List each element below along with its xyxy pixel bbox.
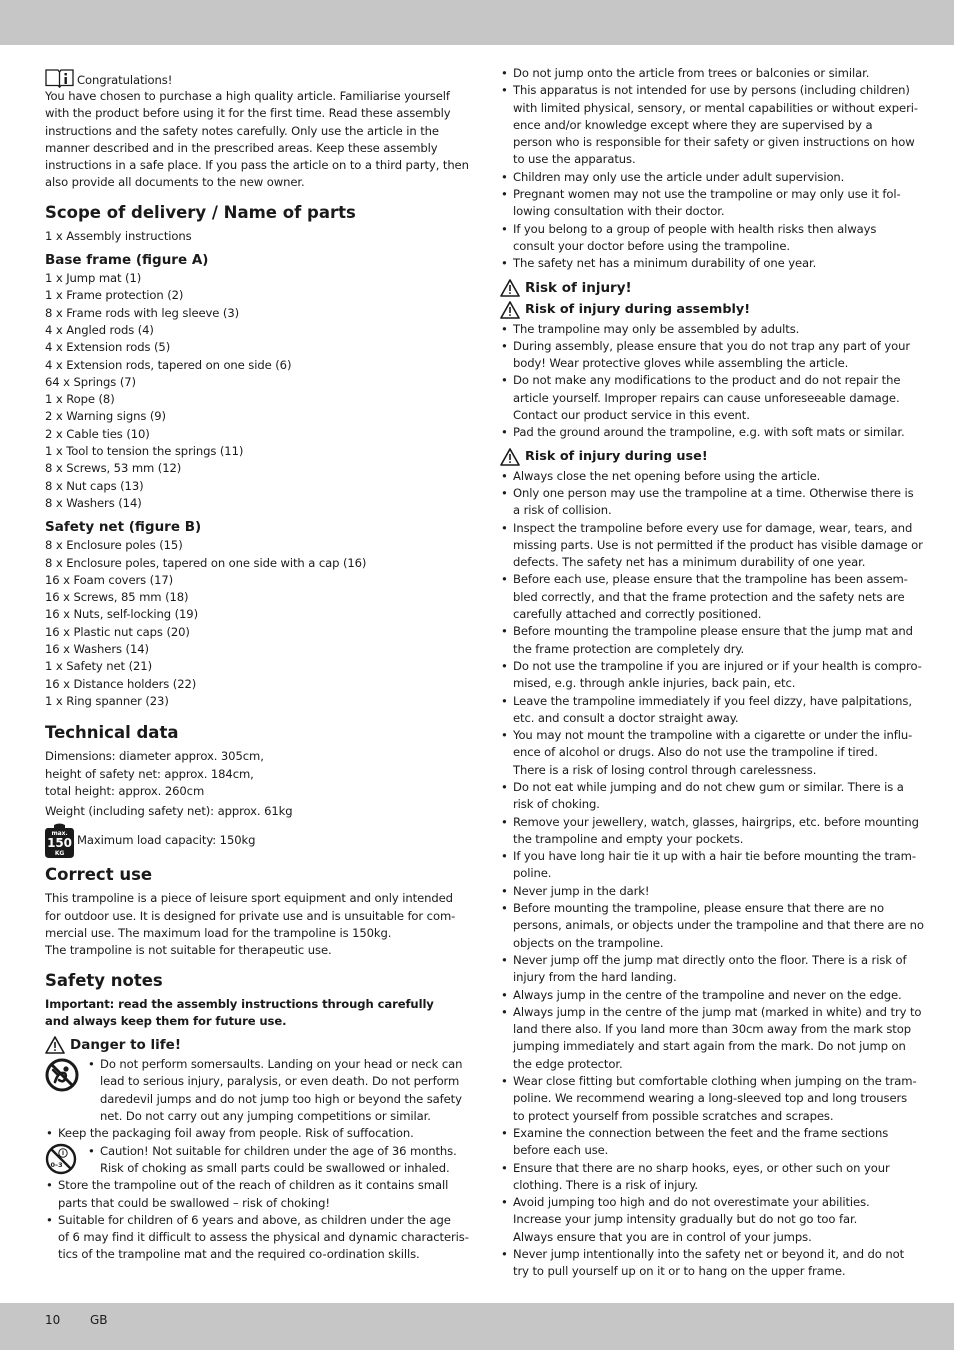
bullet-line: • This apparatus is not intended for use by persons (including children)	[513, 83, 910, 98]
part-item: 16 x Foam covers (17)	[45, 572, 174, 587]
safety-net-list	[45, 537, 457, 710]
no-somersault-icon	[45, 1058, 79, 1092]
bullet-line: etc. and consult a doctor straight away.	[513, 710, 739, 725]
part-item: 8 x Enclosure poles, tapered on one side with a cap (16)	[45, 555, 367, 570]
intro-line: instructions and the safety notes carefully. Only use the article in the	[45, 123, 439, 138]
bullet-line: Increase your jump intensity gradually but do not go too far.	[513, 1212, 858, 1227]
bullet-line: before each use.	[513, 1143, 609, 1158]
part-item: 8 x Enclosure poles (15)	[45, 538, 183, 553]
left-column	[45, 68, 469, 1264]
weight-150kg-icon	[45, 822, 74, 858]
bullet-line: the frame protection are completely dry.	[513, 641, 745, 656]
part-item: 64 x Springs (7)	[45, 374, 136, 389]
bullet-line: • Always close the net opening before using the article.	[513, 468, 821, 483]
somersault-line: daredevil jumps and do not jump too high or beyond the safety	[100, 1091, 462, 1106]
bullet-line: to use the apparatus.	[513, 152, 636, 167]
foil-warning	[45, 1125, 457, 1142]
somersault-line: lead to serious injury, paralysis, or even death. Do not perform	[100, 1074, 460, 1089]
bullet-line: a risk of collision.	[513, 503, 612, 518]
bullet-item	[500, 169, 912, 186]
footer-band	[0, 1303, 954, 1350]
use-risk-list	[500, 468, 924, 1281]
bullet-item	[500, 814, 919, 849]
dims-line: height of safety net: approx. 184cm,	[45, 766, 254, 781]
bullet-line: with limited physical, sensory, or mental capabilities or without experi-	[513, 100, 918, 115]
bullet-item	[500, 520, 923, 572]
bullet-line: • Do not make any modifications to the product and do not repair the	[513, 373, 901, 388]
bullet-line: poline.	[513, 866, 552, 881]
bullet-line: • Wear close fitting but comfortable clothing when jumping on the tram-	[513, 1074, 917, 1089]
store-warning	[45, 1177, 457, 1212]
part-item: 1 x Tool to tension the springs (11)	[45, 444, 244, 459]
foil-line: • Keep the packaging foil away from people. Risk of suffocation.	[58, 1126, 414, 1141]
bullet-line: • Before each use, please ensure that the trampoline has been assem-	[513, 572, 908, 587]
page-language: GB	[90, 1313, 108, 1327]
bullet-line: Contact our product service in this event.	[513, 408, 750, 423]
correct-use-text	[45, 890, 457, 959]
weight-icon-unit: KG	[54, 850, 65, 858]
important-note	[45, 996, 457, 1031]
part-item: 8 x Frame rods with leg sleeve (3)	[45, 305, 240, 320]
intro-line: also provide all documents to the new owner.	[45, 175, 305, 190]
bullet-item	[500, 779, 912, 814]
bullet-line: • Before mounting the trampoline please ensure that the jump mat and	[513, 624, 913, 639]
bullet-line: • If you belong to a group of people with health risks then always	[513, 221, 877, 236]
bullet-line: There is a risk of losing control through carelessness.	[513, 762, 817, 777]
somersault-line: • Do not perform somersaults. Landing on your head or neck can	[100, 1057, 463, 1072]
bullet-item	[500, 485, 912, 520]
bullet-item	[500, 255, 912, 272]
bullet-item	[500, 727, 912, 779]
bullet-line: mised, e.g. through ankle injuries, back pain, etc.	[513, 676, 796, 691]
bullet-item	[500, 424, 912, 441]
bullet-item	[500, 338, 912, 373]
bullet-line: • The trampoline may only be assembled by adults.	[513, 321, 800, 336]
part-item: 4 x Extension rods (5)	[45, 340, 171, 355]
warning-triangle-icon	[500, 301, 520, 319]
bullet-line: consult your doctor before using the trampoline.	[513, 238, 791, 253]
risk-assembly-heading	[500, 301, 912, 319]
header-band	[0, 0, 954, 45]
bullet-line: try to pull yourself up on it or to hang on the upper frame.	[513, 1264, 846, 1279]
part-item: 4 x Extension rods, tapered on one side (6)	[45, 357, 292, 372]
part-item: 2 x Cable ties (10)	[45, 426, 150, 441]
bullet-item	[500, 1004, 922, 1073]
bullet-line: • Always jump in the centre of the jump mat (marked in white) and try to	[513, 1004, 922, 1019]
bullet-line: land there also. If you land more than 30cm away from the mark stop	[513, 1022, 911, 1037]
dims-line: total height: approx. 260cm	[45, 783, 205, 798]
bullet-line: • During assembly, please ensure that you do not trap any part of your	[513, 338, 911, 353]
bullet-line: body! Wear protective gloves while assembling the article.	[513, 356, 849, 371]
bullet-item	[500, 848, 916, 883]
bullet-item	[500, 1246, 912, 1281]
bullet-line: • Inspect the trampoline before every use for damage, wear, tears, and	[513, 520, 913, 535]
caution-line: • Caution! Not suitable for children under the age of 36 months.	[100, 1143, 457, 1158]
weight-icon-value: 150	[47, 836, 72, 851]
bullet-item	[500, 658, 922, 693]
bullet-line: article yourself. Improper repairs can cause unforeseeable damage.	[513, 390, 900, 405]
scope-title: Scope of delivery / Name of parts	[45, 202, 356, 222]
part-item: 8 x Screws, 53 mm (12)	[45, 461, 182, 476]
suitable-warning	[45, 1212, 469, 1264]
bullet-line: missing parts. Use is not permitted if the product has visible damage or	[513, 537, 923, 552]
bullet-line: ence and/or knowledge except where they are supervised by a	[513, 117, 873, 132]
risk-use-title: Risk of injury during use!	[525, 448, 708, 464]
part-item: 2 x Warning signs (9)	[45, 409, 166, 424]
max-load-text: Maximum load capacity: 150kg	[77, 832, 256, 847]
weight-line: Weight (including safety net): approx. 61kg	[45, 804, 293, 819]
bullet-line: • You may not mount the trampoline with a cigarette or under the influ-	[513, 728, 913, 743]
bullet-item	[500, 571, 912, 623]
part-item: 1 x Rope (8)	[45, 392, 115, 407]
part-item: 8 x Washers (14)	[45, 495, 142, 510]
age-icon-text: 0–3	[50, 1160, 63, 1169]
bullet-line: persons, animals, or objects under the trampoline and that there are no	[513, 918, 924, 933]
bullet-line: • Leave the trampoline immediately if you feel dizzy, have palpitations,	[513, 693, 912, 708]
assembly-risk-list	[500, 321, 912, 442]
max-load-row	[45, 822, 457, 858]
bullet-line: • Before mounting the trampoline, please ensure that there are no	[513, 901, 885, 916]
important-line: Important: read the assembly instructions through carefully	[45, 996, 434, 1011]
intro-line: manner described and in the prescribed areas. Keep these assembly	[45, 140, 438, 155]
somersault-block	[45, 1056, 463, 1125]
part-item: 4 x Angled rods (4)	[45, 322, 154, 337]
intro-text	[45, 88, 469, 192]
bullet-line: risk of choking.	[513, 797, 600, 812]
bullet-item	[500, 221, 912, 256]
store-line: • Store the trampoline out of the reach of children as it contains small	[58, 1178, 449, 1193]
bullet-line: • Do not eat while jumping and do not chew gum or similar. There is a	[513, 779, 904, 794]
bullet-line: • Never jump in the dark!	[513, 883, 650, 898]
part-item: 16 x Nuts, self-locking (19)	[45, 607, 199, 622]
bullet-item	[500, 82, 918, 168]
bullet-line: • Only one person may use the trampoline at a time. Otherwise there is	[513, 485, 914, 500]
part-item: 16 x Distance holders (22)	[45, 676, 197, 691]
bullet-line: • Do not jump onto the article from trees or balconies or similar.	[513, 66, 870, 80]
bullet-line: • Always jump in the centre of the trampoline and never on the edge.	[513, 987, 902, 1002]
bullet-line: jumping immediately and start again from the mark. Do not jump on	[513, 1039, 906, 1054]
bullet-item	[500, 1125, 912, 1160]
bullet-line: • Never jump intentionally into the safety net or beyond it, and do not	[513, 1247, 905, 1261]
bullet-item	[500, 987, 912, 1004]
bullet-line: Always ensure that you are in control of your jumps.	[513, 1229, 812, 1244]
safety-title: Safety notes	[45, 970, 163, 990]
correct-use-line: The trampoline is not suitable for therapeutic use.	[45, 943, 332, 958]
book-info-icon	[45, 68, 74, 88]
part-item: 1 x Frame protection (2)	[45, 288, 184, 303]
bullet-line: defects. The safety net has a minimum durability of one year.	[513, 555, 866, 570]
general-safety-list	[500, 65, 918, 273]
bullet-line: • Examine the connection between the feet and the frame sections	[513, 1125, 889, 1140]
page-number: 10	[45, 1313, 61, 1327]
intro-line: instructions in a safe place. If you pass the article on to a third party, then	[45, 158, 469, 173]
bullet-line: injury from the hard landing.	[513, 970, 677, 985]
bullet-item	[500, 1160, 912, 1195]
dims-line: Dimensions: diameter approx. 305cm,	[45, 749, 264, 764]
bullet-line: • Children may only use the article under adult supervision.	[513, 169, 845, 184]
bullet-item	[500, 693, 912, 728]
bullet-item	[500, 65, 912, 82]
bullet-item	[500, 321, 912, 338]
scope-first-item: 1 x Assembly instructions	[45, 228, 192, 243]
bullet-line: the trampoline and empty your pockets.	[513, 831, 744, 846]
risk-of-injury-heading	[500, 279, 912, 297]
bullet-item	[500, 623, 912, 658]
risk-use-heading	[500, 448, 912, 466]
bullet-line: lowing consultation with their doctor.	[513, 204, 725, 219]
bullet-line: clothing. There is a risk of injury.	[513, 1177, 698, 1192]
age-0-3-warning-icon	[45, 1143, 77, 1175]
store-line: parts that could be swallowed – risk of choking!	[58, 1195, 330, 1210]
weight-icon-top: max.	[51, 830, 68, 838]
bullet-line: • Avoid jumping too high and do not overestimate your abilities.	[513, 1195, 870, 1210]
base-frame-title: Base frame (figure A)	[45, 252, 209, 269]
bullet-line: to protect yourself from possible scratches and scrapes.	[513, 1108, 834, 1123]
intro-heading: Congratulations!	[77, 73, 173, 87]
bullet-line: bled correctly, and that the frame protection and the safety nets are	[513, 589, 905, 604]
danger-to-life-heading	[45, 1036, 457, 1054]
bullet-line: • If you have long hair tie it up with a hair tie before mounting the tram-	[513, 849, 916, 864]
bullet-line: • Pregnant women may not use the trampoline or may only use it fol-	[513, 187, 901, 202]
bullet-line: objects on the trampoline.	[513, 935, 664, 950]
technical-dims	[45, 748, 457, 800]
correct-use-line: mercial use. The maximum load for the trampoline is 150kg.	[45, 925, 392, 940]
right-column	[500, 65, 924, 1281]
bullet-item	[500, 1194, 912, 1246]
bullet-line: • Ensure that there are no sharp hooks, eyes, or other such on your	[513, 1160, 890, 1175]
warning-triangle-icon	[45, 1036, 65, 1054]
base-frame-list	[45, 270, 457, 512]
risk-injury-title: Risk of injury!	[525, 279, 632, 296]
safety-net-title: Safety net (figure B)	[45, 519, 202, 536]
suitable-line: tics of the trampoline mat and the required co-ordination skills.	[58, 1247, 420, 1262]
bullet-item	[500, 468, 912, 485]
caution-block	[45, 1143, 457, 1178]
bullet-item	[500, 1073, 917, 1125]
caution-line: Risk of choking as small parts could be swallowed or inhaled.	[100, 1160, 450, 1175]
somersault-warning	[87, 1056, 463, 1125]
part-item: 1 x Safety net (21)	[45, 659, 152, 674]
intro-line: You have chosen to purchase a high quality article. Familiarise yourself	[45, 89, 450, 103]
intro-heading-row	[45, 68, 457, 88]
part-item: 8 x Nut caps (13)	[45, 478, 144, 493]
technical-title: Technical data	[45, 723, 179, 743]
bullet-line: • The safety net has a minimum durability of one year.	[513, 256, 817, 271]
bullet-line: • Remove your jewellery, watch, glasses, hairgrips, etc. before mounting	[513, 814, 919, 829]
bullet-line: person who is responsible for their safety or given instructions on how	[513, 135, 915, 150]
warning-triangle-icon	[500, 448, 520, 466]
part-item: 16 x Screws, 85 mm (18)	[45, 590, 189, 605]
bullet-line: • Do not use the trampoline if you are injured or if your health is compro-	[513, 658, 922, 673]
correct-use-title: Correct use	[45, 865, 153, 885]
somersault-line: net. Do not carry out any jumping competitions or similar.	[100, 1109, 431, 1124]
bullet-line: • Never jump off the jump mat directly onto the floor. There is a risk of	[513, 952, 907, 967]
bullet-item	[500, 186, 912, 221]
part-item: 16 x Washers (14)	[45, 642, 149, 657]
correct-use-line: for outdoor use. It is designed for private use and is unsuitable for com-	[45, 908, 456, 923]
caution-warning	[87, 1143, 457, 1178]
intro-line: with the product before using it for the first time. Read these assembly	[45, 106, 451, 121]
part-item: 16 x Plastic nut caps (20)	[45, 624, 190, 639]
part-item: 1 x Ring spanner (23)	[45, 693, 169, 708]
bullet-item	[500, 900, 924, 952]
bullet-line: ence of alcohol or drugs. Also do not use the trampoline if tired.	[513, 745, 878, 760]
suitable-line: of 6 may find it difficult to assess the physical and dynamic characteris-	[58, 1230, 469, 1245]
bullet-line: carefully attached and correctly positioned.	[513, 607, 762, 622]
correct-use-line: This trampoline is a piece of leisure sport equipment and only intended	[45, 891, 453, 906]
bullet-item	[500, 883, 912, 900]
bullet-item	[500, 952, 912, 987]
bullet-line: • Pad the ground around the trampoline, e.g. with soft mats or similar.	[513, 425, 905, 440]
bullet-item	[500, 372, 912, 424]
part-item: 1 x Jump mat (1)	[45, 271, 142, 286]
danger-title: Danger to life!	[70, 1037, 181, 1054]
risk-assembly-title: Risk of injury during assembly!	[525, 301, 751, 317]
bullet-line: the edge protector.	[513, 1056, 623, 1071]
suitable-line: • Suitable for children of 6 years and above, as children under the age	[58, 1212, 451, 1227]
warning-triangle-icon	[500, 279, 520, 297]
important-line: and always keep them for future use.	[45, 1013, 287, 1028]
bullet-line: poline. We recommend wearing a long-sleeved top and long trousers	[513, 1091, 908, 1106]
